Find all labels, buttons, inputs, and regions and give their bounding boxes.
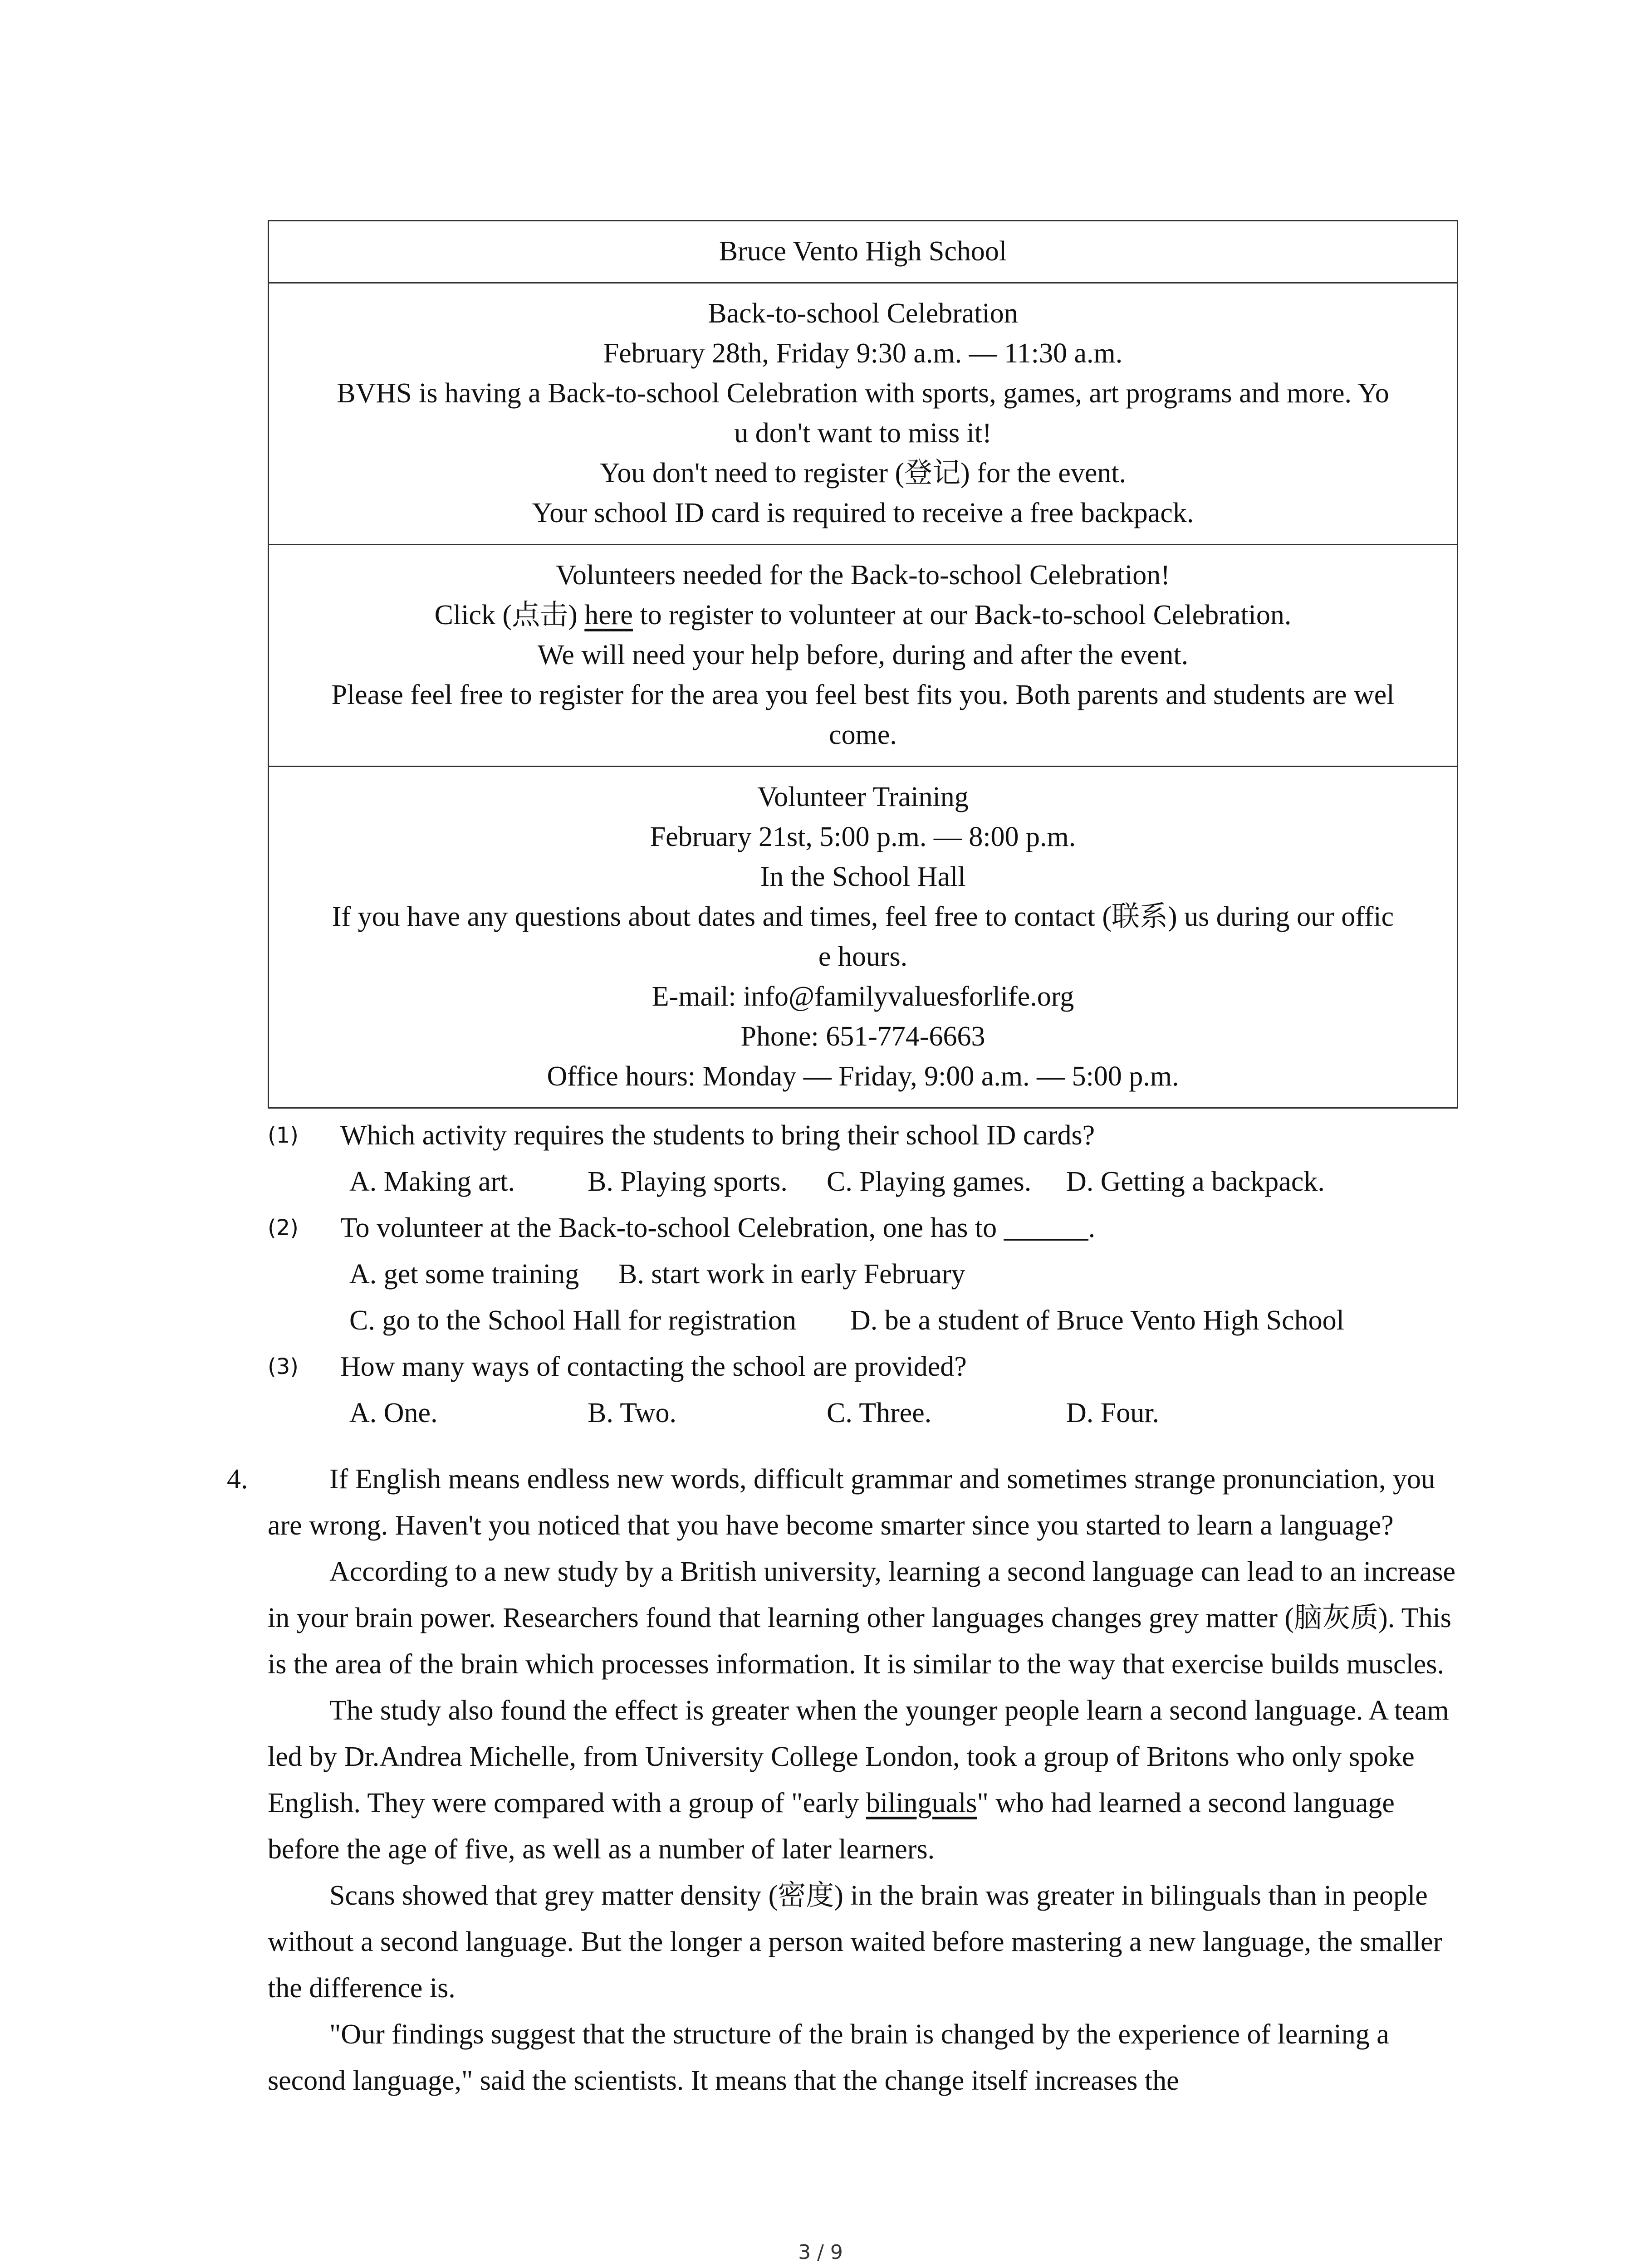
volunteers-line: Volunteers needed for the Back-to-school Celebration!: [556, 560, 1170, 591]
training-line: E-mail: info@familyvaluesforlife.org: [652, 981, 1074, 1012]
training-line: e hours.: [818, 941, 908, 972]
option-a: A. One.: [349, 1398, 438, 1428]
volunteers-click-line: [280, 595, 1446, 635]
option-b: B. start work in early February: [618, 1259, 965, 1290]
school-name: Bruce Vento High School: [719, 236, 1007, 267]
register-link[interactable]: here: [584, 600, 633, 631]
paragraph: "Our findings suggest that the structure of the brain is changed by the experience of learning a second language," said the scientists. It means that the change itself increases the: [268, 2019, 1389, 2096]
training-cell: [269, 766, 1457, 1107]
paragraph-text: The study also found the effect is greater when the younger people learn a second language. A team led by Dr.Andrea Michelle, from University College London, took a group of Britons who only spoke English. They were compared with a group of "early: [268, 1695, 1449, 1818]
question-number: (3): [268, 1354, 299, 1379]
question-2-options-row2: [268, 1297, 1493, 1344]
training-line: In the School Hall: [760, 861, 966, 892]
underlined-word: bilinguals: [866, 1788, 977, 1818]
notice-table: [268, 220, 1458, 1109]
questions: [268, 1112, 1493, 1436]
page-number: 3 / 9: [798, 2241, 843, 2264]
option-d: D. Four.: [1066, 1398, 1159, 1428]
paragraph: If English means endless new words, difficult grammar and sometimes strange pronunciation, you are wrong. Haven't you noticed that you have become smarter since you started to learn a language?: [268, 1464, 1435, 1541]
celebration-line: You don't need to register (登记) for the event.: [599, 458, 1127, 489]
question-text: To volunteer at the Back-to-school Celebration, one has to ______.: [340, 1212, 1096, 1243]
celebration-line: February 28th, Friday 9:30 a.m. — 11:30 a.m.: [603, 338, 1123, 369]
question-1-options: [268, 1158, 1493, 1205]
training-line: If you have any questions about dates and times, feel free to contact (联系) us during our offic: [332, 901, 1394, 932]
paragraph: Scans showed that grey matter density (密度) in the brain was greater in bilinguals than in people without a second language. But the longer a person waited before mastering a new language, the smaller the difference is.: [268, 1880, 1443, 2004]
celebration-line: Back-to-school Celebration: [708, 298, 1018, 329]
celebration-cell: [269, 282, 1457, 544]
question-2-options-row1: [268, 1251, 1493, 1297]
paragraph: According to a new study by a British university, learning a second language can lead to an increase in your brain power. Researchers found that learning other languages changes grey matter (脑灰质). This is the area of the brain which processes information. It is similar to the way that exercise builds muscles.: [268, 1556, 1456, 1680]
volunteers-line: We will need your help before, during and after the event.: [537, 640, 1189, 670]
option-d: D. be a student of Bruce Vento High School: [850, 1305, 1344, 1336]
option-d: D. Getting a backpack.: [1066, 1166, 1325, 1197]
celebration-line: u don't want to miss it!: [734, 418, 992, 449]
option-c: C. go to the School Hall for registration: [349, 1305, 796, 1336]
question-3-options: [268, 1390, 1493, 1436]
option-b: B. Playing sports.: [588, 1166, 788, 1197]
celebration-line: Your school ID card is required to receive a free backpack.: [532, 498, 1194, 528]
option-b: B. Two.: [588, 1398, 677, 1428]
question-text: Which activity requires the students to bring their school ID cards?: [340, 1120, 1095, 1151]
question-1: [268, 1112, 1493, 1158]
option-a: A. Making art.: [349, 1166, 515, 1197]
question-text: How many ways of contacting the school are provided?: [340, 1351, 967, 1382]
question-number: (1): [268, 1123, 299, 1148]
training-line: February 21st, 5:00 p.m. — 8:00 p.m.: [650, 821, 1076, 852]
school-name-cell: [269, 221, 1457, 282]
click-text-after: to register to volunteer at our Back-to-school Celebration.: [632, 600, 1292, 631]
paragraph-text: " who had learned a second language before the age of five, as well as a number of later learners.: [268, 1788, 1395, 1865]
training-line: Phone: 651-774-6663: [740, 1021, 985, 1052]
question-3: [268, 1344, 1493, 1390]
volunteers-line: come.: [829, 719, 897, 750]
passage-number: 4.: [227, 1464, 248, 1495]
option-c: C. Playing games.: [827, 1166, 1032, 1197]
training-line: Office hours: Monday — Friday, 9:00 a.m. — 5:00 p.m.: [547, 1061, 1179, 1092]
volunteers-cell: [269, 544, 1457, 766]
celebration-line: BVHS is having a Back-to-school Celebration with sports, games, art programs and more. Yo: [337, 378, 1389, 409]
option-a: A. get some training: [349, 1259, 579, 1290]
volunteers-line: Please feel free to register for the area you feel best fits you. Both parents and students are wel: [331, 679, 1395, 710]
training-line: Volunteer Training: [757, 782, 969, 812]
reading-passage: [227, 1456, 1461, 2104]
question-number: (2): [268, 1215, 299, 1241]
paragraph: [268, 1687, 1461, 1872]
question-2: [268, 1205, 1493, 1251]
option-c: C. Three.: [827, 1398, 932, 1428]
click-text: Click (点击): [434, 600, 585, 631]
